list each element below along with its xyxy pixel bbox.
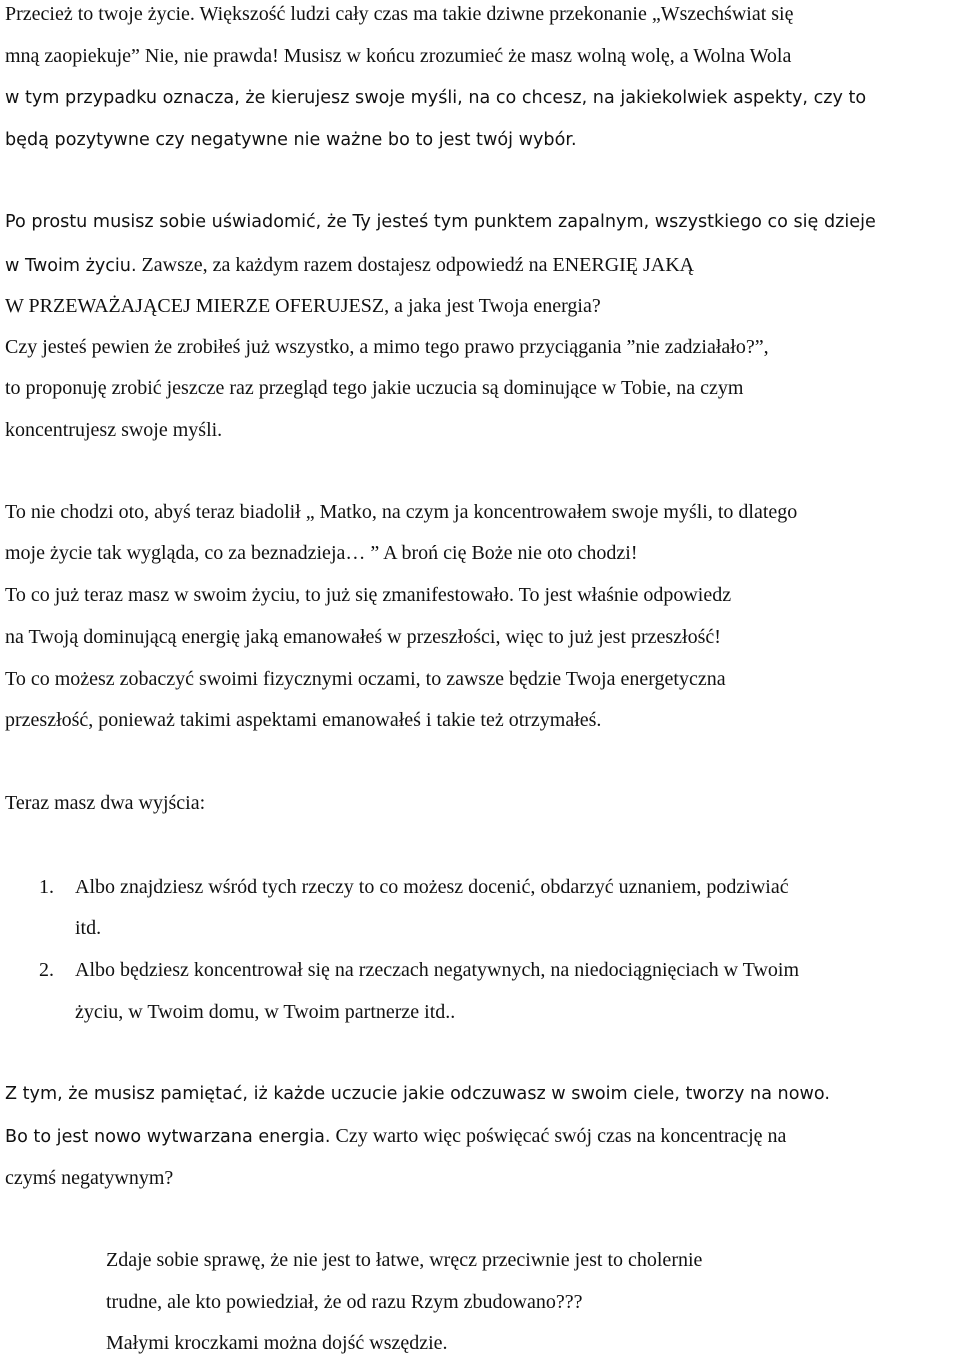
list-item-2-line-1: Albo będziesz koncentrował się na rzeczach negatywnych, na niedociągnięciach w Twoim: [75, 959, 800, 981]
paragraph-5-line-2-start: Bo to jest nowo wytwarzana energia.: [5, 1127, 331, 1147]
paragraph-2-line-2-end: Zawsze, za każdym razem dostajesz odpowiedź na ENERGIĘ JAKĄ: [136, 254, 695, 276]
paragraph-2-line-2-start: w Twoim życiu.: [5, 256, 137, 276]
paragraph-2-line-4: Czy jesteś pewien że zrobiłeś już wszystko, a mimo tego prawo przyciągania ”nie zadziałało?”,: [5, 336, 769, 358]
paragraph-6-line-3: Małymi kroczkami można dojść wszędzie.: [106, 1332, 448, 1354]
paragraph-6-line-2: trudne, ale kto powiedział, że od razu Rzym zbudowano???: [106, 1291, 583, 1313]
paragraph-1-line-3: w tym przypadku oznacza, że kierujesz swoje myśli, na co chcesz, na jakiekolwiek aspekty, czy to: [5, 88, 867, 108]
paragraph-5-line-2-end: Czy warto więc poświęcać swój czas na koncentrację na: [330, 1125, 787, 1147]
paragraph-2-line-1: Po prostu musisz sobie uświadomić, że Ty jesteś tym punktem zapalnym, wszystkiego co się dzieje: [5, 212, 876, 232]
list-item-1-line-1: Albo znajdziesz wśród tych rzeczy to co możesz docenić, obdarzyć uznaniem, podziwiać: [75, 876, 789, 898]
list-item-1-line-2: itd.: [75, 917, 102, 939]
paragraph-5-line-1: Z tym, że musisz pamiętać, iż każde uczucie jakie odczuwasz w swoim ciele, tworzy na nowo.: [5, 1084, 830, 1104]
paragraph-1-line-1: Przecież to twoje życie. Większość ludzi cały czas ma takie dziwne przekonanie „Wszechświat się: [5, 3, 794, 25]
paragraph-2-line-6: koncentrujesz swoje myśli.: [5, 419, 223, 441]
list-item-1-number: 1.: [39, 876, 54, 898]
paragraph-2-line-2: [5, 253, 694, 278]
paragraph-4: Teraz masz dwa wyjścia:: [5, 792, 206, 814]
paragraph-3-line-2: moje życie tak wygląda, co za beznadzieja… ” A broń cię Boże nie oto chodzi!: [5, 542, 638, 564]
paragraph-1-line-2: mną zaopiekuje” Nie, nie prawda! Musisz w końcu zrozumieć że masz wolną wolę, a Wolna Wola: [5, 45, 792, 67]
list-item-2-line-2: życiu, w Twoim domu, w Twoim partnerze itd..: [75, 1001, 456, 1023]
paragraph-3-line-4: na Twoją dominującą energię jaką emanowałeś w przeszłości, więc to już jest przeszłość!: [5, 626, 721, 648]
paragraph-5-line-3: czymś negatywnym?: [5, 1167, 174, 1189]
paragraph-2-line-5: to proponuję zrobić jeszcze raz przegląd tego jakie uczucia są dominujące w Tobie, na czym: [5, 377, 744, 399]
paragraph-6-line-1: Zdaje sobie sprawę, że nie jest to łatwe, wręcz przeciwnie jest to cholernie: [106, 1249, 703, 1271]
paragraph-3-line-6: przeszłość, ponieważ takimi aspektami emanowałeś i takie też otrzymałeś.: [5, 709, 602, 731]
paragraph-3-line-3: To co już teraz masz w swoim życiu, to już się zmanifestowało. To jest właśnie odpowiedz: [5, 584, 732, 606]
paragraph-3-line-1: To nie chodzi oto, abyś teraz biadolił „ Matko, na czym ja koncentrowałem swoje myśli, to dlatego: [5, 501, 798, 523]
paragraph-2-line-3: W PRZEWAŻAJĄCEJ MIERZE OFERUJESZ, a jaka jest Twoja energia?: [5, 295, 601, 317]
paragraph-1-line-4: będą pozytywne czy negatywne nie ważne bo to jest twój wybór.: [5, 130, 577, 150]
paragraph-5-line-2: [5, 1124, 786, 1149]
list-item-2-number: 2.: [39, 959, 54, 981]
paragraph-3-line-5: To co możesz zobaczyć swoimi fizycznymi oczami, to zawsze będzie Twoja energetyczna: [5, 668, 726, 690]
